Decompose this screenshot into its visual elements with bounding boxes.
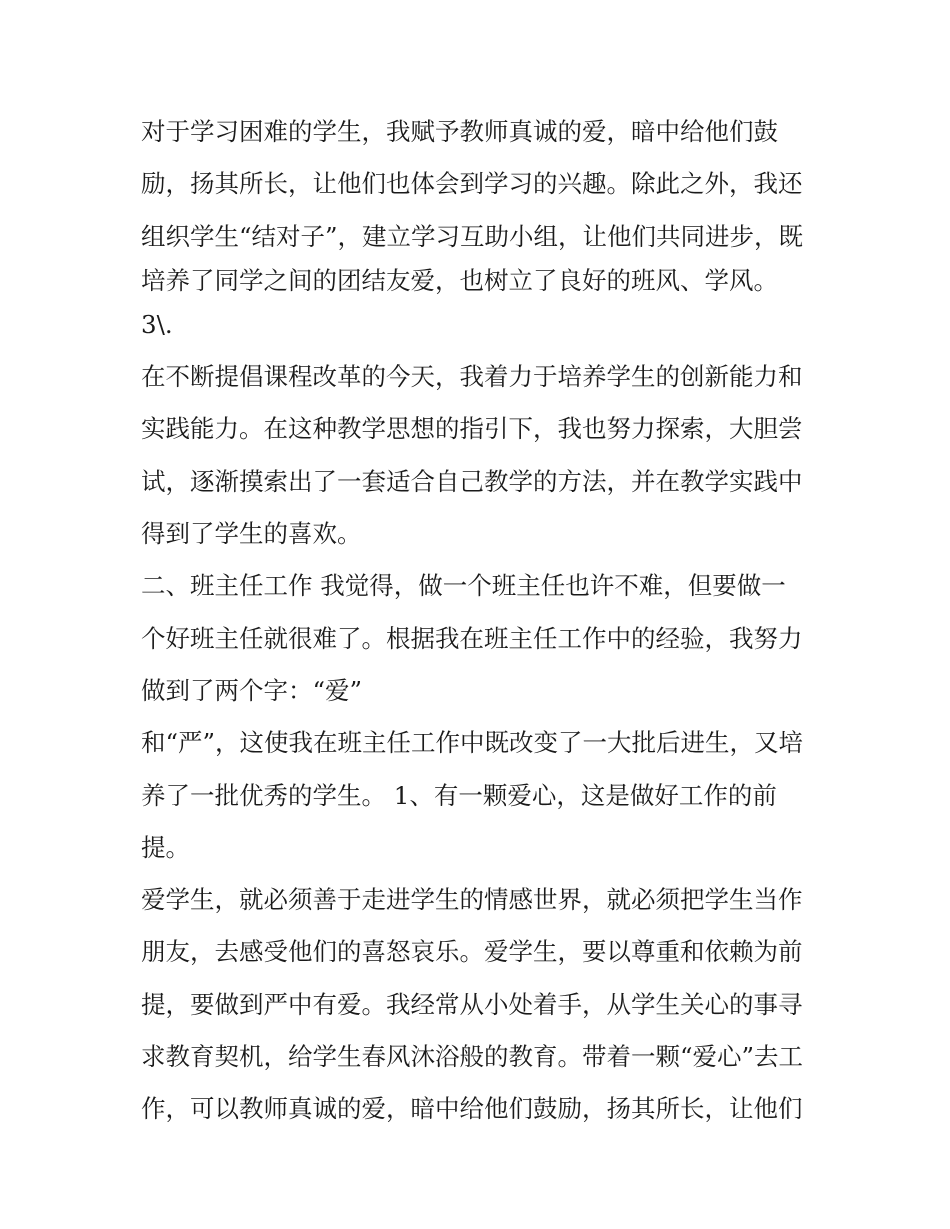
text-line: 求教育契机，给学生春风沐浴般的教育。带着一颗“爱心”去工 xyxy=(141,1042,804,1072)
text-line: 提，要做到严中有爱。我经常从小处着手，从学生关心的事寻 xyxy=(141,989,803,1019)
text-line: 试，逐渐摸索出了一套适合自己教学的方法，并在教学实践中 xyxy=(141,466,803,496)
text-line: 做到了两个字：“爱” xyxy=(141,675,363,705)
text-line: 实践能力。在这种教学思想的指引下，我也努力探索，大胆尝 xyxy=(141,414,803,444)
text-line: 在不断提倡课程改革的今天，我着力于培养学生的创新能力和 xyxy=(141,362,803,392)
text-line: 励，扬其所长，让他们也体会到学习的兴趣。除此之外，我还 xyxy=(141,169,803,199)
text-line: 得到了学生的喜欢。 xyxy=(141,519,362,549)
text-line: 组织学生“结对子”，建立学习互助小组，让他们共同进步，既 xyxy=(141,221,804,251)
text-line: 二、班主任工作 我觉得，做一个班主任也许不难，但要做一 xyxy=(141,571,786,601)
text-line: 培养了同学之间的团结友爱，也树立了良好的班风、学风。 xyxy=(141,265,778,295)
text-line: 作，可以教师真诚的爱，暗中给他们鼓励，扬其所长，让他们 xyxy=(141,1094,803,1124)
text-line: 朋友，去感受他们的喜怒哀乐。爱学生，要以尊重和依赖为前 xyxy=(141,937,803,967)
text-line: 爱学生，就必须善于走进学生的情感世界，就必须把学生当作 xyxy=(141,885,803,915)
body-text xyxy=(141,106,821,1136)
text-line: 提。 xyxy=(141,832,190,862)
text-line: 和“严”，这使我在班主任工作中既改变了一大批后进生，又培 xyxy=(141,728,804,758)
text-line: 3\. xyxy=(141,309,173,339)
text-line: 对于学习困难的学生，我赋予教师真诚的爱，暗中给他们鼓 xyxy=(141,117,778,146)
text-line: 个好班主任就很难了。根据我在班主任工作中的经验，我努力 xyxy=(141,623,803,653)
text-line: 养了一批优秀的学生。 1、有一颗爱心，这是做好工作的前 xyxy=(141,780,777,810)
